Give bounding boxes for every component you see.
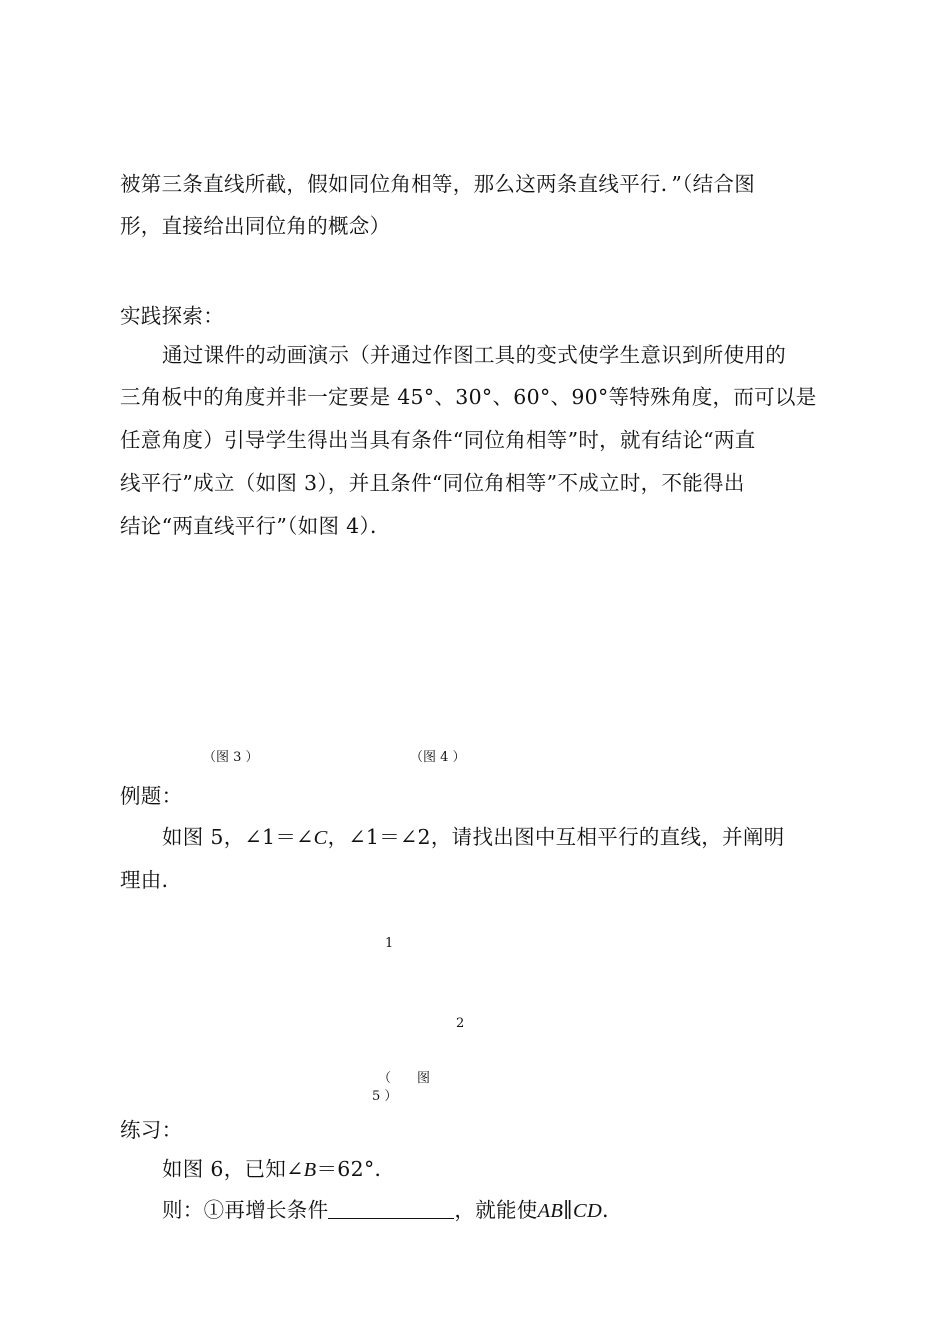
- example-line2: 理由．: [120, 868, 183, 892]
- paragraph1-line1: 被第三条直线所截，假如同位角相等，那么这两条直线平行．”（结合图: [120, 172, 756, 196]
- exercise-given-suffix: ＝62°．: [316, 1157, 396, 1181]
- figure4-caption: （图 4 ）: [410, 750, 466, 765]
- figure5-caption-part1: （ 图: [378, 1071, 431, 1086]
- exercise-given-prefix: 如图 6，已知∠: [162, 1157, 304, 1181]
- figure5-label-2: 2: [456, 1016, 465, 1031]
- example-question: [162, 827, 784, 849]
- exercise-question-end: ．: [602, 1198, 623, 1222]
- exercise-given: [162, 1159, 395, 1181]
- practice-line2: 三角板中的角度并非一定要是 45°、30°、60°、90°等特殊角度，而可以是: [120, 385, 817, 409]
- practice-line4: 线平行”成立（如图 3），并且条件“同位角相等”不成立时，不能得出: [120, 471, 745, 495]
- exercise-var-cd: CD: [573, 1200, 603, 1222]
- exercise-var-ab: AB: [537, 1200, 564, 1222]
- exercise-question-mid: ，就能使: [454, 1198, 538, 1222]
- exercise-question-prefix: 则：①再增长条件: [162, 1198, 329, 1222]
- practice-line1: 通过课件的动画演示（并通过作图工具的变式使学生意识到所使用的: [162, 343, 786, 367]
- exercise-question-1: [162, 1200, 623, 1222]
- example-question-var: C: [313, 827, 328, 849]
- example-question-suffix: ，∠1＝∠2，请找出图中互相平行的直线，并阐明: [327, 825, 785, 849]
- example-heading: 例题：: [120, 784, 183, 808]
- practice-line5: 结论“两直线平行”（如图 4）．: [120, 514, 391, 538]
- exercise-given-var: B: [303, 1159, 317, 1181]
- practice-line3: 任意角度）引导学生得出当具有条件“同位角相等”时，就有结论“两直: [120, 428, 756, 452]
- exercise-heading: 练习：: [120, 1118, 183, 1142]
- parallel-symbol: ∥: [563, 1198, 574, 1222]
- practice-heading: 实践探索：: [120, 304, 224, 328]
- figure5-caption-part2: 5 ）: [372, 1089, 398, 1104]
- figure5-label-1: 1: [385, 936, 394, 951]
- paragraph1-line2: 形，直接给出同位角的概念）: [120, 214, 391, 238]
- example-question-prefix: 如图 5，∠1＝∠: [162, 825, 314, 849]
- answer-blank[interactable]: [328, 1200, 454, 1219]
- figure3-caption: （图 3 ）: [203, 750, 259, 765]
